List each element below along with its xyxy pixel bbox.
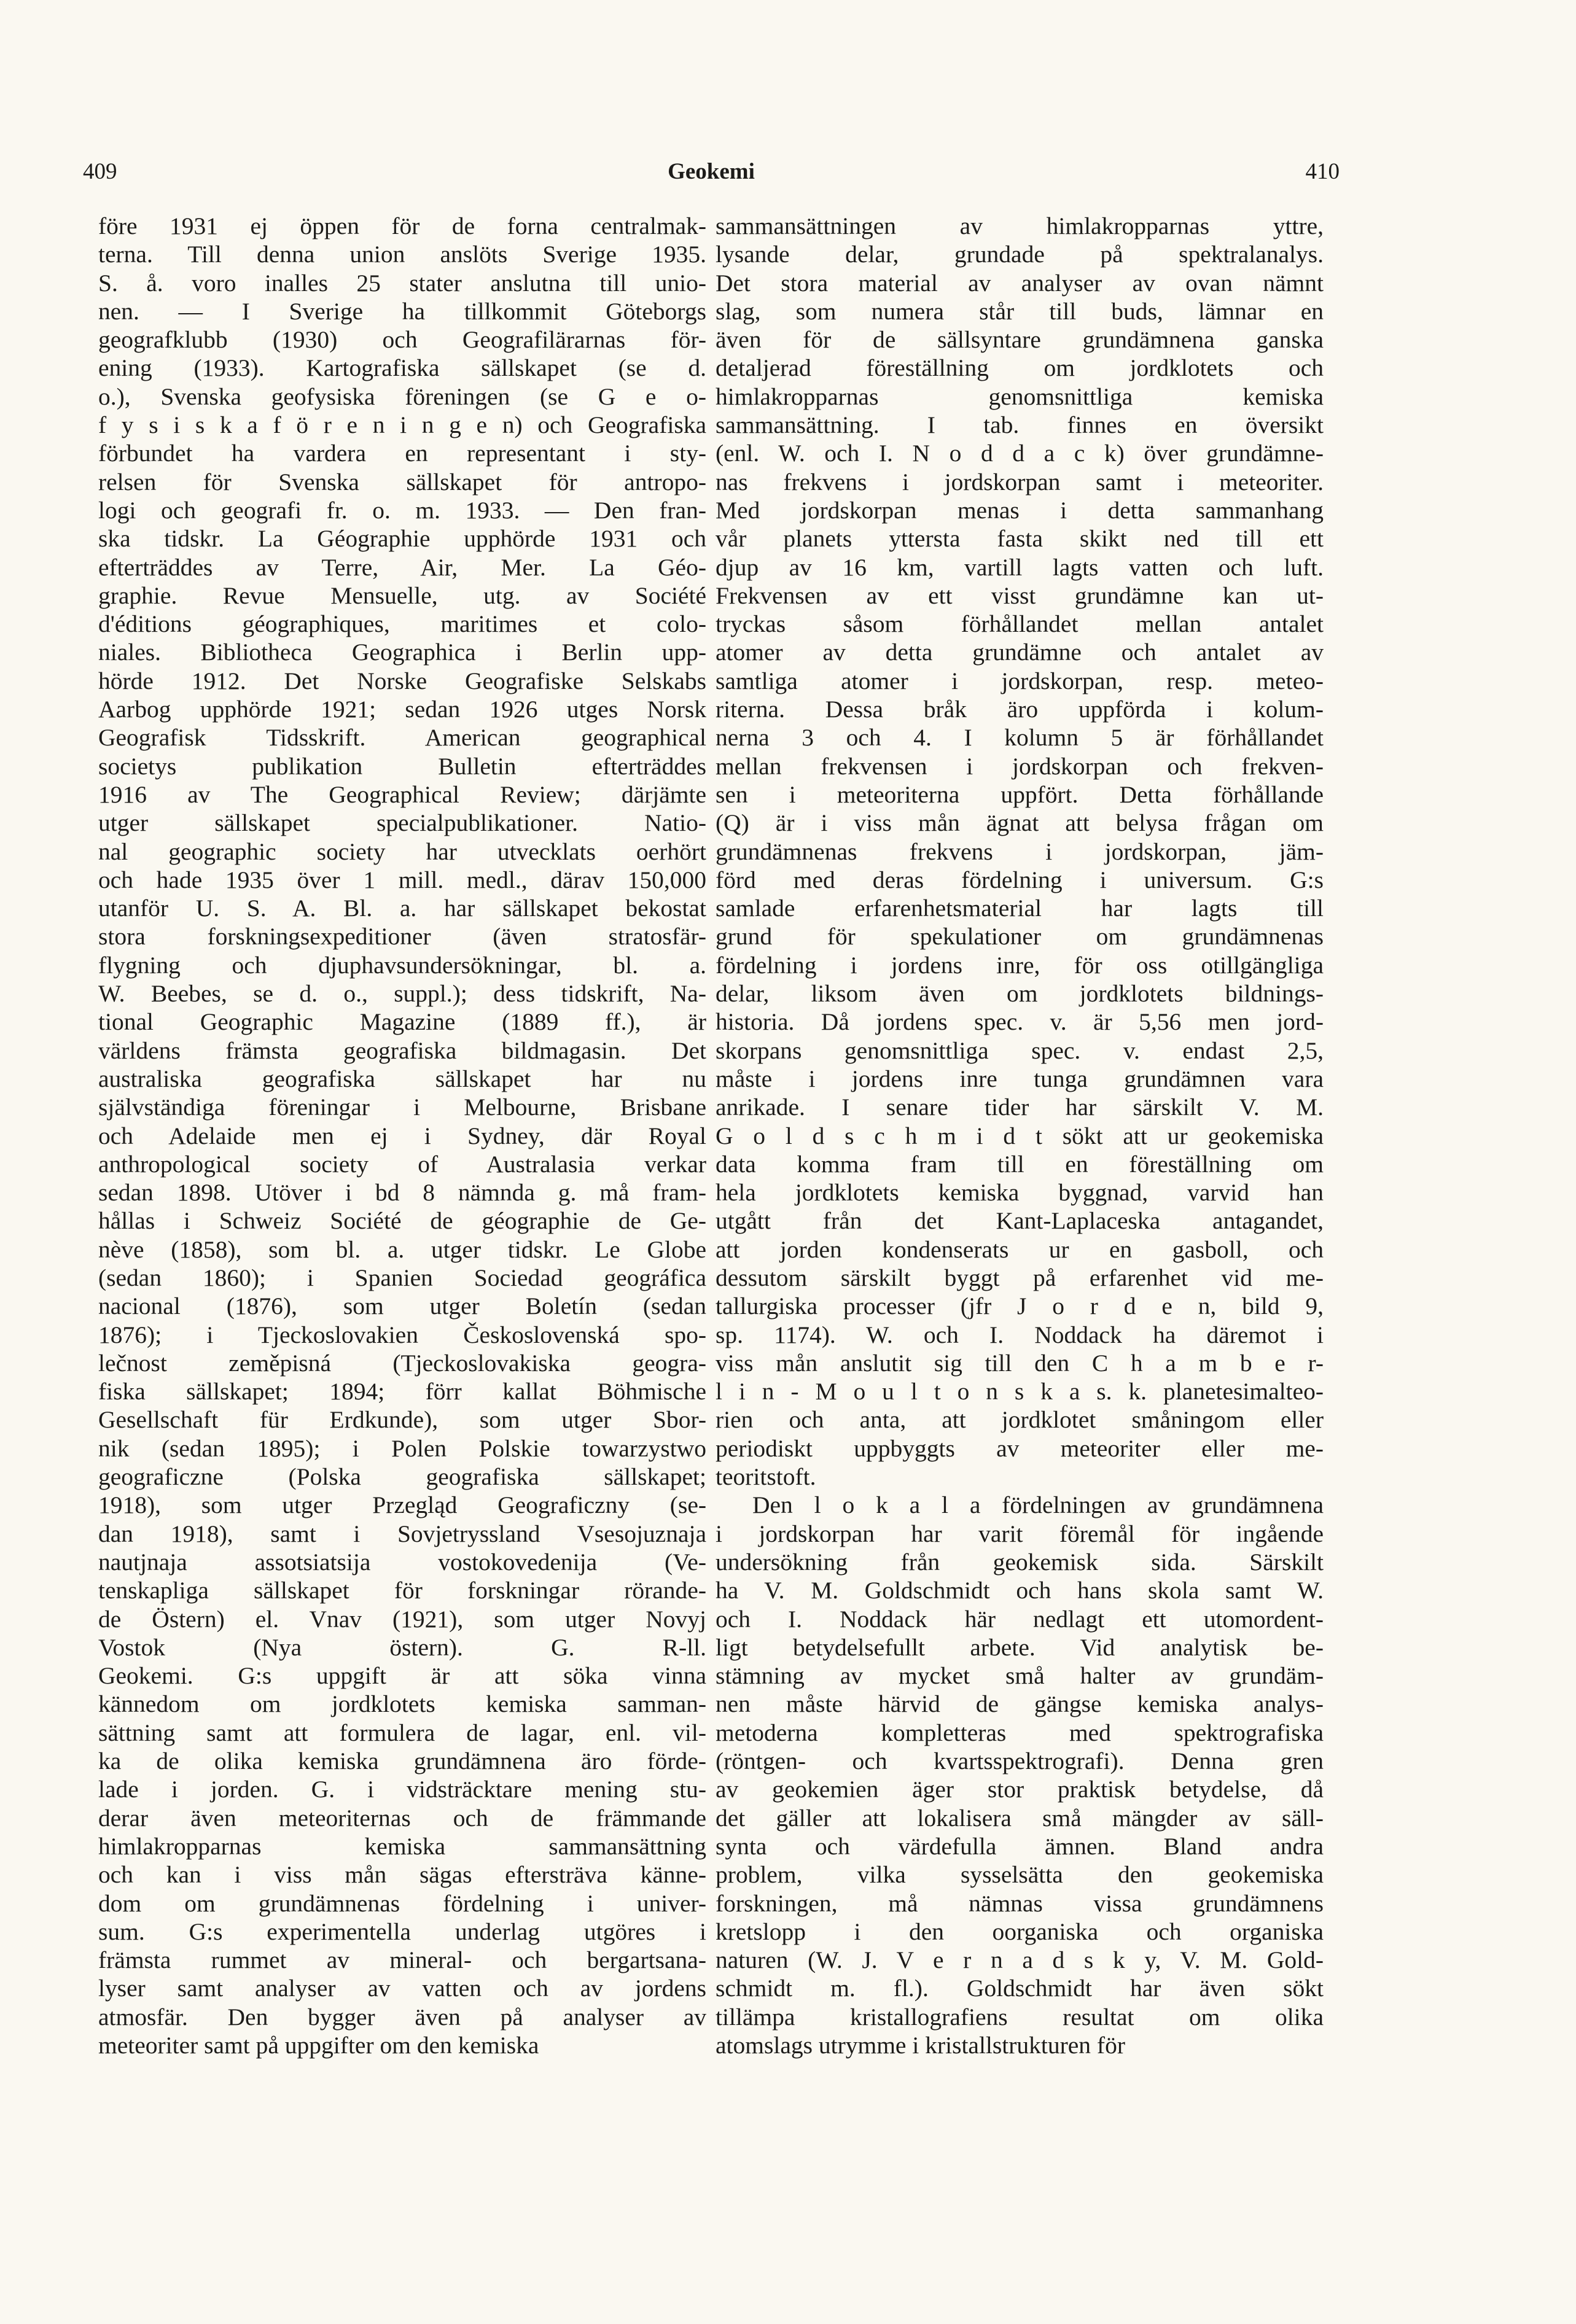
text-line: 1918), som utger Przegląd Geograficzny (se- (98, 1491, 706, 1519)
text-line: atomer av detta grundämne och antalet av (716, 639, 1324, 666)
text-line: nas frekvens i jordskorpan samt i meteoriter. (716, 468, 1324, 496)
text-line: lysande delar, grundade på spektralanalys. (716, 241, 1324, 268)
text-line: utgått från det Kant-Laplaceska antagandet, (716, 1207, 1324, 1235)
text-line: Vostok (Nya östern). G. R-ll. (98, 1633, 706, 1661)
text-line: Den l o k a l a fördelningen av grundämnena (752, 1491, 1324, 1519)
text-line: sp. 1174). W. och I. Noddack ha däremot i (716, 1321, 1324, 1348)
text-line: naturen (W. J. V e r n a d s k y, V. M. Gold- (716, 1946, 1324, 1974)
text-line: terna. Till denna union anslöts Sverige 1935. (98, 241, 706, 268)
text-line: viss mån anslutit sig till den C h a m b e r- (716, 1349, 1324, 1377)
text-line: periodiskt uppbyggts av meteoriter eller me- (716, 1434, 1324, 1462)
text-line: ska tidskr. La Géographie upphörde 1931 och (98, 525, 706, 553)
text-line: G o l d s c h m i d t sökt att ur geokemiska (716, 1122, 1324, 1149)
text-line: samtliga atomer i jordskorpan, resp. meteo- (716, 667, 1324, 694)
text-line: hela jordklotets kemiska byggnad, varvid han (716, 1179, 1324, 1207)
text-line: geografklubb (1930) och Geografilärarnas för- (98, 326, 706, 354)
text-line: 1876); i Tjeckoslovakien Československá spo- (98, 1321, 706, 1348)
text-line: och hade 1935 över 1 mill. medl., därav 150,000 (98, 866, 706, 893)
text-line: synta och värdefulla ämnen. Bland andra (716, 1832, 1324, 1860)
text-line: lyser samt analyser av vatten och av jordens (98, 1975, 706, 2002)
text-line: nautjnaja assotsiatsija vostokovedenija (Ve- (98, 1548, 706, 1576)
text-line: rien och anta, att jordklotet småningom eller (716, 1406, 1324, 1434)
text-line: detaljerad föreställning om jordklotets och (716, 354, 1324, 382)
text-line: fördelning i jordens inre, för oss otillgängliga (716, 951, 1324, 979)
text-line: förd med deras fördelning i universum. G:s (716, 866, 1324, 893)
text-line: grundämnenas frekvens i jordskorpan, jäm- (716, 837, 1324, 865)
text-line: och Adelaide men ej i Sydney, där Royal (98, 1122, 706, 1149)
text-line: Frekvensen av ett visst grundämne kan ut- (716, 581, 1324, 609)
text-line: Gesellschaft für Erdkunde), som utger Sbor- (98, 1406, 706, 1434)
text-line: och kan i viss mån sägas eftersträva känne- (98, 1861, 706, 1889)
text-line: historia. Då jordens spec. v. är 5,56 men jord- (716, 1008, 1324, 1036)
page-number-right: 410 (1305, 159, 1340, 184)
text-line: kännedom om jordklotets kemiska samman- (98, 1690, 706, 1718)
text-line: (sedan 1860); i Spanien Sociedad geográfica (98, 1264, 706, 1291)
text-line: av geokemien äger stor praktisk betydelse, då (716, 1776, 1324, 1803)
text-line: efterträddes av Terre, Air, Mer. La Géo- (98, 553, 706, 581)
text-line: utanför U. S. A. Bl. a. har sällskapet bekostat (98, 895, 706, 922)
text-line: flygning och djuphavsundersökningar, bl. a. (98, 951, 706, 979)
text-line: nen. — I Sverige ha tillkommit Göteborgs (98, 297, 706, 325)
text-line: geograficzne (Polska geografiska sällskapet; (98, 1463, 706, 1491)
text-line: tillämpa kristallografiens resultat om olika (716, 2003, 1324, 2031)
text-line: niales. Bibliotheca Geographica i Berlin upp- (98, 639, 706, 666)
text-line: djup av 16 km, vartill lagts vatten och luft. (716, 553, 1324, 581)
text-line: d'éditions géographiques, maritimes et colo- (98, 610, 706, 638)
text-line: tenskapliga sällskapet för forskningar rörande- (98, 1577, 706, 1604)
text-line: atmosfär. Den bygger även på analyser av (98, 2003, 706, 2031)
text-line: Med jordskorpan menas i detta sammanhang (716, 496, 1324, 524)
text-line: nal geographic society har utvecklats oerhört (98, 837, 706, 865)
text-line: stämning av mycket små halter av grundäm- (716, 1662, 1324, 1690)
text-line: dan 1918), samt i Sovjetryssland Vsesojuznaja (98, 1520, 706, 1547)
text-line: f y s i s k a f ö r e n i n g e n) och Geografiska (98, 411, 706, 439)
text-line: sedan 1898. Utöver i bd 8 nämnda g. må fram- (98, 1179, 706, 1207)
text-line: o.), Svenska geofysiska föreningen (se G e o- (98, 383, 706, 410)
text-line: de Östern) el. Vnav (1921), som utger Novyj (98, 1605, 706, 1633)
text-line: sammansättning. I tab. finnes en översikt (716, 411, 1324, 439)
text-line: metoderna kompletteras med spektrografiska (716, 1719, 1324, 1746)
text-line: samlade erfarenhetsmaterial har lagts till (716, 895, 1324, 922)
text-line: främsta rummet av mineral- och bergartsana- (98, 1946, 706, 1974)
text-line: derar även meteoriternas och de främmande (98, 1804, 706, 1832)
text-line: l i n - M o u l t o n s k a s. k. planetesimalteo- (716, 1378, 1324, 1405)
text-line: Aarbog upphörde 1921; sedan 1926 utges Norsk (98, 696, 706, 723)
text-line: skorpans genomsnittliga spec. v. endast 2,5, (716, 1036, 1324, 1064)
text-line: logi och geografi fr. o. m. 1933. — Den fran- (98, 496, 706, 524)
running-title: Geokemi (668, 159, 755, 184)
left-text-column (98, 212, 706, 2059)
text-line: sum. G:s experimentella underlag utgöres i (98, 1918, 706, 1945)
text-line: förbundet ha vardera en representant i sty- (98, 440, 706, 467)
text-line: nik (sedan 1895); i Polen Polskie towarzystwo (98, 1434, 706, 1462)
text-line: grund för spekulationer om grundämnenas (716, 923, 1324, 950)
page-header (83, 158, 1340, 201)
text-line: stora forskningsexpeditioner (även stratosfär- (98, 923, 706, 950)
text-line: Geokemi. G:s uppgift är att söka vinna (98, 1662, 706, 1690)
text-line: ligt betydelsefullt arbete. Vid analytisk be- (716, 1633, 1324, 1661)
text-line: vår planets yttersta fasta skikt ned till ett (716, 525, 1324, 553)
text-line: hållas i Schweiz Société de géographie de Ge- (98, 1207, 706, 1235)
text-line: sammansättningen av himlakropparnas yttre, (716, 212, 1324, 239)
text-line: sen i meteoriterna uppfört. Detta förhållande (716, 780, 1324, 808)
text-line: teoritstoft. (716, 1463, 816, 1491)
text-line: hörde 1912. Det Norske Geografiske Selskabs (98, 667, 706, 694)
text-line: societys publikation Bulletin efterträddes (98, 752, 706, 780)
text-line: tallurgiska processer (jfr J o r d e n, bild 9, (716, 1292, 1324, 1320)
text-line: schmidt m. fl.). Goldschmidt har även sökt (716, 1975, 1324, 2002)
text-line: Geografisk Tidsskrift. American geographical (98, 724, 706, 752)
text-line: självständiga föreningar i Melbourne, Brisbane (98, 1094, 706, 1121)
text-line: nen måste härvid de gängse kemiska analys- (716, 1690, 1324, 1718)
text-line: det gäller att lokalisera små mängder av säll- (716, 1804, 1324, 1832)
text-line: utger sällskapet specialpublikationer. Natio- (98, 809, 706, 837)
text-line: måste i jordens inre tunga grundämnen vara (716, 1065, 1324, 1092)
text-line: (enl. W. och I. N o d d a c k) över grundämne- (716, 440, 1324, 467)
text-line: dessutom särskilt byggt på erfarenhet vid me- (716, 1264, 1324, 1291)
text-line: himlakropparnas kemiska sammansättning (98, 1832, 706, 1860)
text-line: nève (1858), som bl. a. utger tidskr. Le Globe (98, 1235, 706, 1263)
text-line: (röntgen- och kvartsspektrografi). Denna gren (716, 1747, 1324, 1775)
text-line: slag, som numera står till buds, lämnar en (716, 297, 1324, 325)
text-line: fiska sällskapet; 1894; förr kallat Böhmische (98, 1378, 706, 1405)
text-line: och I. Noddack här nedlagt ett utomordent- (716, 1605, 1324, 1633)
text-line: himlakropparnas genomsnittliga kemiska (716, 383, 1324, 410)
text-line: delar, liksom även om jordklotets bildnings- (716, 980, 1324, 1008)
text-line: ening (1933). Kartografiska sällskapet (se d. (98, 354, 706, 382)
page-number-left: 409 (83, 159, 117, 184)
text-line: meteoriter samt på uppgifter om den kemiska (98, 2032, 539, 2059)
text-line: kretslopp i den oorganiska och organiska (716, 1918, 1324, 1945)
text-line: W. Beebes, se d. o., suppl.); dess tidskrift, Na- (98, 980, 706, 1008)
text-line: tional Geographic Magazine (1889 ff.), är (98, 1008, 706, 1036)
text-line: 1916 av The Geographical Review; därjämte (98, 780, 706, 808)
text-line: data komma fram till en föreställning om (716, 1150, 1324, 1178)
text-line: i jordskorpan har varit föremål för ingående (716, 1520, 1324, 1547)
text-line: före 1931 ej öppen för de forna centralmak- (98, 212, 706, 239)
text-line: relsen för Svenska sällskapet för antropo- (98, 468, 706, 496)
right-text-column (716, 212, 1324, 2059)
text-line: lečnost zeměpisná (Tjeckoslovakiska geogra- (98, 1349, 706, 1377)
text-line: ka de olika kemiska grundämnena äro förde- (98, 1747, 706, 1775)
text-line: forskningen, må nämnas vissa grundämnens (716, 1889, 1324, 1917)
text-line: australiska geografiska sällskapet har nu (98, 1065, 706, 1092)
text-line: Det stora material av analyser av ovan nämnt (716, 269, 1324, 297)
text-line: ha V. M. Goldschmidt och hans skola samt W. (716, 1577, 1324, 1604)
text-line: anthropological society of Australasia verkar (98, 1150, 706, 1178)
text-line: (Q) är i viss mån ägnat att belysa frågan om (716, 809, 1324, 837)
text-line: mellan frekvensen i jordskorpan och frekven- (716, 752, 1324, 780)
text-line: S. å. voro inalles 25 stater anslutna till unio- (98, 269, 706, 297)
text-line: problem, vilka sysselsätta den geokemiska (716, 1861, 1324, 1889)
text-line: dom om grundämnenas fördelning i univer- (98, 1889, 706, 1917)
text-line: atomslags utrymme i kristallstrukturen för (716, 2032, 1125, 2059)
text-line: sättning samt att formulera de lagar, enl. vil- (98, 1719, 706, 1746)
text-line: nacional (1876), som utger Boletín (sedan (98, 1292, 706, 1320)
text-line: undersökning från geokemisk sida. Särskilt (716, 1548, 1324, 1576)
text-line: anrikade. I senare tider har särskilt V. M. (716, 1094, 1324, 1121)
text-line: världens främsta geografiska bildmagasin. Det (98, 1036, 706, 1064)
text-line: att jorden kondenserats ur en gasboll, och (716, 1235, 1324, 1263)
text-line: även för de sällsyntare grundämnena ganska (716, 326, 1324, 354)
text-line: riterna. Dessa bråk äro uppförda i kolum- (716, 696, 1324, 723)
text-line: tryckas såsom förhållandet mellan antalet (716, 610, 1324, 638)
text-line: nerna 3 och 4. I kolumn 5 är förhållandet (716, 724, 1324, 752)
text-line: lade i jorden. G. i vidsträcktare mening stu- (98, 1776, 706, 1803)
text-line: graphie. Revue Mensuelle, utg. av Société (98, 581, 706, 609)
